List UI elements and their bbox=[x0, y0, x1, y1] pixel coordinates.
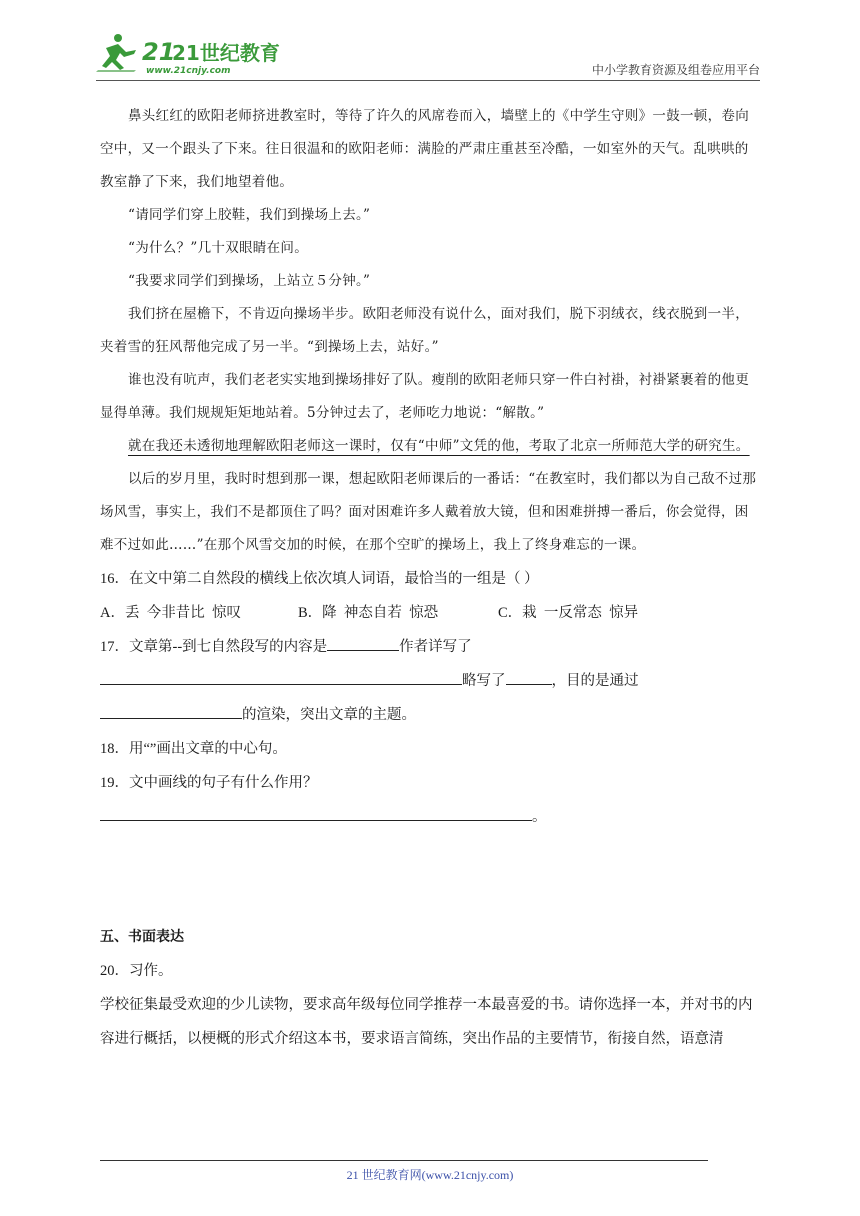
question-17-line-2 bbox=[100, 664, 760, 698]
question-19-answer-line bbox=[100, 800, 760, 834]
q17-brief: 略写了 bbox=[462, 673, 506, 689]
question-17-line-3 bbox=[100, 698, 760, 732]
question-17-line-1 bbox=[100, 630, 760, 664]
question-18: 18．用“”画出文章的中心句。 bbox=[100, 741, 287, 757]
story-paragraph-1: 鼻头红红的欧阳老师挤进教室时，等待了许久的风席卷而入，墙壁上的《中学生守则》一鼓一顿，卷向空中，又一个跟头了下来。往日很温和的欧阳老师：满脸的严肃庄重甚至冷酷，一如室外的天气。乱哄哄的教室静了下来，我们地望着他。 bbox=[100, 108, 749, 190]
page-header bbox=[96, 30, 760, 80]
option-a: A．丢 今非昔比 惊叹 bbox=[100, 605, 241, 621]
footer-divider bbox=[100, 1160, 708, 1161]
logo-url: www.21cnjy.com bbox=[146, 66, 231, 76]
story-paragraph-7-underlined: 就在我还未透彻地理解欧阳老师这一课时，仅有“中师”文凭的他，考取了北京一所师范大学的研究生。 bbox=[128, 438, 750, 454]
q17-prefix: 17．文章第--到七自然段写的内容是 bbox=[100, 639, 328, 655]
story-paragraph-4: “我要求同学们到操场，上站立５分钟。” bbox=[128, 273, 371, 289]
question-20: 20．习作。 bbox=[100, 963, 173, 979]
q19-end: 。 bbox=[532, 809, 547, 825]
platform-name: 中小学教育资源及组卷应用平台 bbox=[591, 63, 760, 77]
q17-blank-4 bbox=[100, 702, 242, 719]
story-paragraph-2: “请同学们穿上胶鞋，我们到操场上去。” bbox=[128, 207, 371, 223]
story-paragraph-5: 我们挤在屋檐下，不肯迈向操场半步。欧阳老师没有说什么，面对我们，脱下羽绒衣，线衣脱到一半，夹着雪的狂风帮他完成了另一半。“到操场上去，站好。” bbox=[100, 306, 749, 355]
question-16: 16．在文中第二自然段的横线上依次填人词语，最恰当的一组是（ ） bbox=[100, 571, 539, 587]
q17-detail: 作者详写了 bbox=[399, 639, 472, 655]
q17-suffix: 的渲染，突出文章的主题。 bbox=[242, 707, 416, 723]
story-paragraph-3: “为什么？”几十双眼睛在问。 bbox=[128, 240, 309, 256]
q19-blank bbox=[100, 804, 532, 821]
q17-blank-3 bbox=[506, 668, 552, 685]
section-5-title: 五、书面表达 bbox=[100, 929, 184, 945]
logo-21cnjy bbox=[96, 30, 280, 76]
story-paragraph-8: 以后的岁月里，我时时想到那一课，想起欧阳老师课后的一番话：“在教室时，我们都以为自己敌不过那场风雪，事实上，我们不是都顶住了吗？面对困难许多人戴着放大镜，但和困难拼搏一番后，你会觉得，困难不过如此……”在那个风雪交加的时候，在那个空旷的操场上，我上了终身难忘的一课。 bbox=[100, 471, 757, 553]
question-20-prompt: 学校征集最受欢迎的少儿读物，要求高年级每位同学推荐一本最喜爱的书。请你选择一本，并对书的内容进行概括，以梗概的形式介绍这本书，要求语言简练，突出作品的主要情节，衔接自然，语意清 bbox=[100, 997, 753, 1047]
logo-text: 21世纪教育 bbox=[172, 41, 280, 65]
option-c: C．栽 一反常态 惊异 bbox=[498, 605, 639, 621]
q17-purpose: ，目的是通过 bbox=[551, 673, 639, 689]
option-b: B．降 神态自若 惊恐 bbox=[298, 605, 439, 621]
q17-blank-1 bbox=[327, 634, 399, 651]
header-divider bbox=[96, 80, 760, 81]
q17-blank-2 bbox=[100, 668, 462, 685]
main-content bbox=[100, 100, 760, 1056]
question-16-options bbox=[100, 596, 760, 630]
svg-text:21: 21 bbox=[142, 38, 176, 66]
footer-text: 21 世纪教育网(www.21cnjy.com) bbox=[346, 1168, 514, 1182]
question-19: 19．文中画线的句子有什么作用？ bbox=[100, 775, 318, 791]
story-paragraph-6: 谁也没有吭声，我们老老实实地到操场排好了队。瘦削的欧阳老师只穿一件白衬褂，衬褂紧裹着的他更显得单薄。我们规规矩矩地站着。5分钟过去了，老师吃力地说：“解散。” bbox=[100, 372, 749, 421]
